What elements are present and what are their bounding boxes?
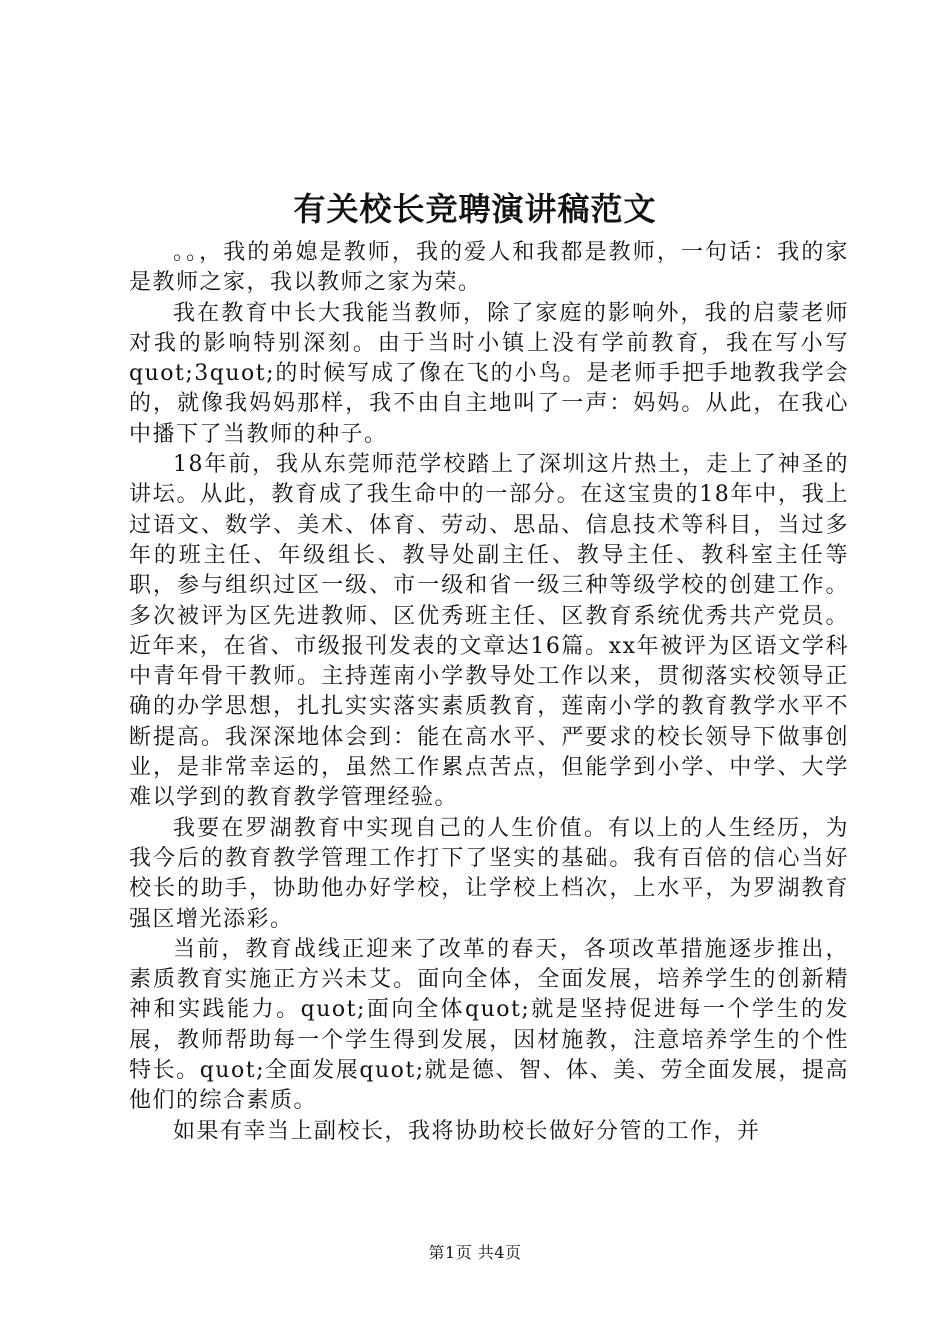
document-title: 有关校长竞聘演讲稿范文 — [293, 190, 657, 228]
paragraph-4: 我要在罗湖教育中实现自己的人生价值。有以上的人生经历，为我今后的教育教学管理工作打下了坚实的基础。我有百倍的信心当好校长的助手，协助他办好学校，让学校上档次，上水平，为罗湖教育强区增光添彩。 — [129, 815, 849, 932]
paragraph-3: 18年前，我从东莞师范学校踏上了深圳这片热土，走上了神圣的讲坛。从此，教育成了我生命中的一部分。在这宝贵的18年中，我上过语文、数学、美术、体育、劳动、思品、信息技术等科目，当过多年的班主任、年级组长、教导处副主任、教导主任、教科室主任等职，参与组织过区一级、市一级和省一级三种等级学校的创建工作。多次被评为区先进教师、区优秀班主任、区教育系统优秀共产党员。近年来，在省、市级报刊发表的文章达16篇。xx年被评为区语文学科中青年骨干教师。主持莲南小学教导处工作以来，贯彻落实校领导正确的办学思想，扎扎实实落实素质教育，莲南小学的教育教学水平不断提高。我深深地体会到：能在高水平、严要求的校长领导下做事创业，是非常幸运的，虽然工作累点苦点，但能学到小学、中学、大学难以学到的教育教学管理经验。 — [129, 452, 849, 811]
paragraph-6: 如果有幸当上副校长，我将协助校长做好分管的工作，并 — [173, 1118, 761, 1144]
paragraph-2: 我在教育中长大我能当教师，除了家庭的影响外，我的启蒙老师对我的影响特别深刻。由于当时小镇上没有学前教育，我在写小写quot;3quot;的时候写成了像在飞的小鸟。是老师手把手地教我学会的，就像我妈妈那样，我不由自主地叫了一声：妈妈。从此，在我心中播下了当教师的种子。 — [129, 300, 849, 447]
paragraph-1: 。。，我的弟媳是教师，我的爱人和我都是教师，一句话：我的家是教师之家，我以教师之家为荣。 — [129, 240, 849, 296]
page-footer: 第1页 共4页 — [428, 1243, 522, 1262]
document-body — [129, 238, 849, 1147]
paragraph-5: 当前，教育战线正迎来了改革的春天，各项改革措施逐步推出，素质教育实施正方兴未艾。面向全体，全面发展，培养学生的创新精神和实践能力。quot;面向全体quot;就是坚持促进每一个学生的发展，教师帮助每一个学生得到发展，因材施教，注意培养学生的个性特长。quot;全面发展quot;就是德、智、体、美、劳全面发展，提高他们的综合素质。 — [129, 936, 849, 1114]
